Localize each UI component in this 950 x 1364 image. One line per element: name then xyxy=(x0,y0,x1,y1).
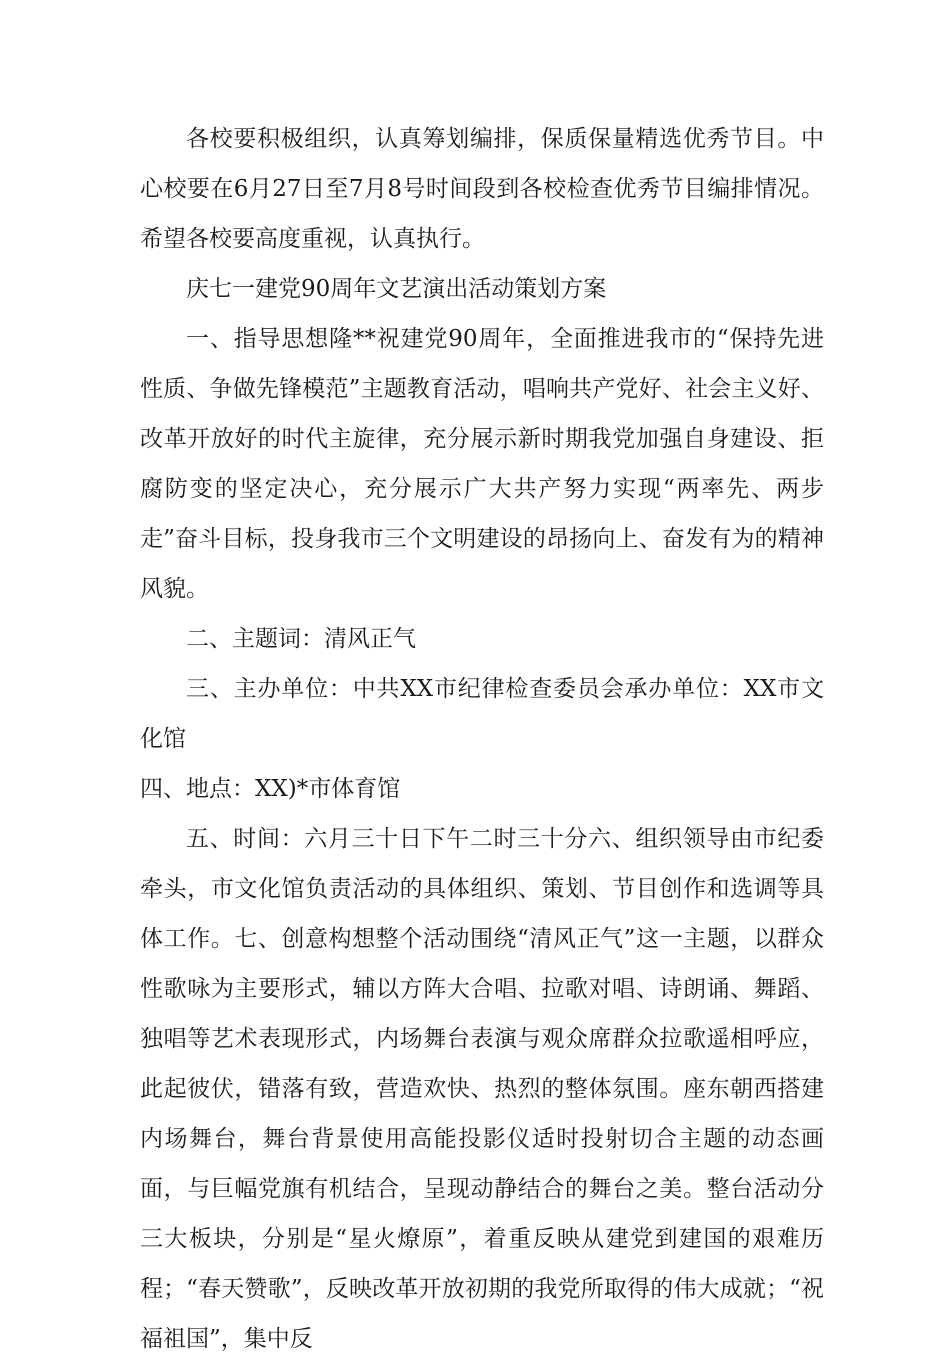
paragraph-time-and-concept: 五、时间：六月三十日下午二时三十分六、组织领导由市纪委牵头，市文化馆负责活动的具体组织、策划、节目创作和选调等具体工作。七、创意构想整个活动围绕“清风正气”这一主题，以群众性歌咏为主要形式，辅以方阵大合唱、拉歌对唱、诗朗诵、舞蹈、独唱等艺术表现形式，内场舞台表演与观众席群众拉歌遥相呼应，此起彼伏，错落有致，营造欢快、热烈的整体氛围。座东朝西搭建内场舞台，舞台背景使用高能投影仪适时投射切合主题的动态画面，与巨幅党旗有机结合，呈现动静结合的舞台之美。整台活动分三大板块，分别是“星火燎原”，着重反映从建党到建国的艰难历程；“春天赞歌”，反映改革开放初期的我党所取得的伟大成就；“祝福祖国”，集中反 xyxy=(140,826,824,1352)
paragraph-guiding-ideology: 一、指导思想隆**祝建党90周年，全面推进我市的“保持先进性质、争做先锋模范”主题教育活动，唱响共产党好、社会主义好、改革开放好的时代主旋律，充分展示新时期我党加强自身建设、拒腐防变的坚定决心，充分展示广大共产努力实现“两率先、两步走”奋斗目标，投身我市三个文明建设的昂扬向上、奋发有为的精神风貌。 xyxy=(140,326,824,602)
document-body xyxy=(140,114,824,1364)
paragraph-organizer: 三、主办单位：中共XX市纪律检查委员会承办单位：XX市文化馆 xyxy=(140,676,824,752)
paragraph-theme: 二、主题词：清风正气 xyxy=(186,626,416,652)
paragraph-plan-title: 庆七一建党90周年文艺演出活动策划方案 xyxy=(186,276,607,302)
paragraph-school-notice: 各校要积极组织，认真筹划编排，保质保量精选优秀节目。中心校要在6月27日至7月8号时间段到各校检查优秀节目编排情况。希望各校要高度重视，认真执行。 xyxy=(140,126,824,252)
paragraph-location: 四、地点：XX)*市体育馆 xyxy=(140,776,401,802)
